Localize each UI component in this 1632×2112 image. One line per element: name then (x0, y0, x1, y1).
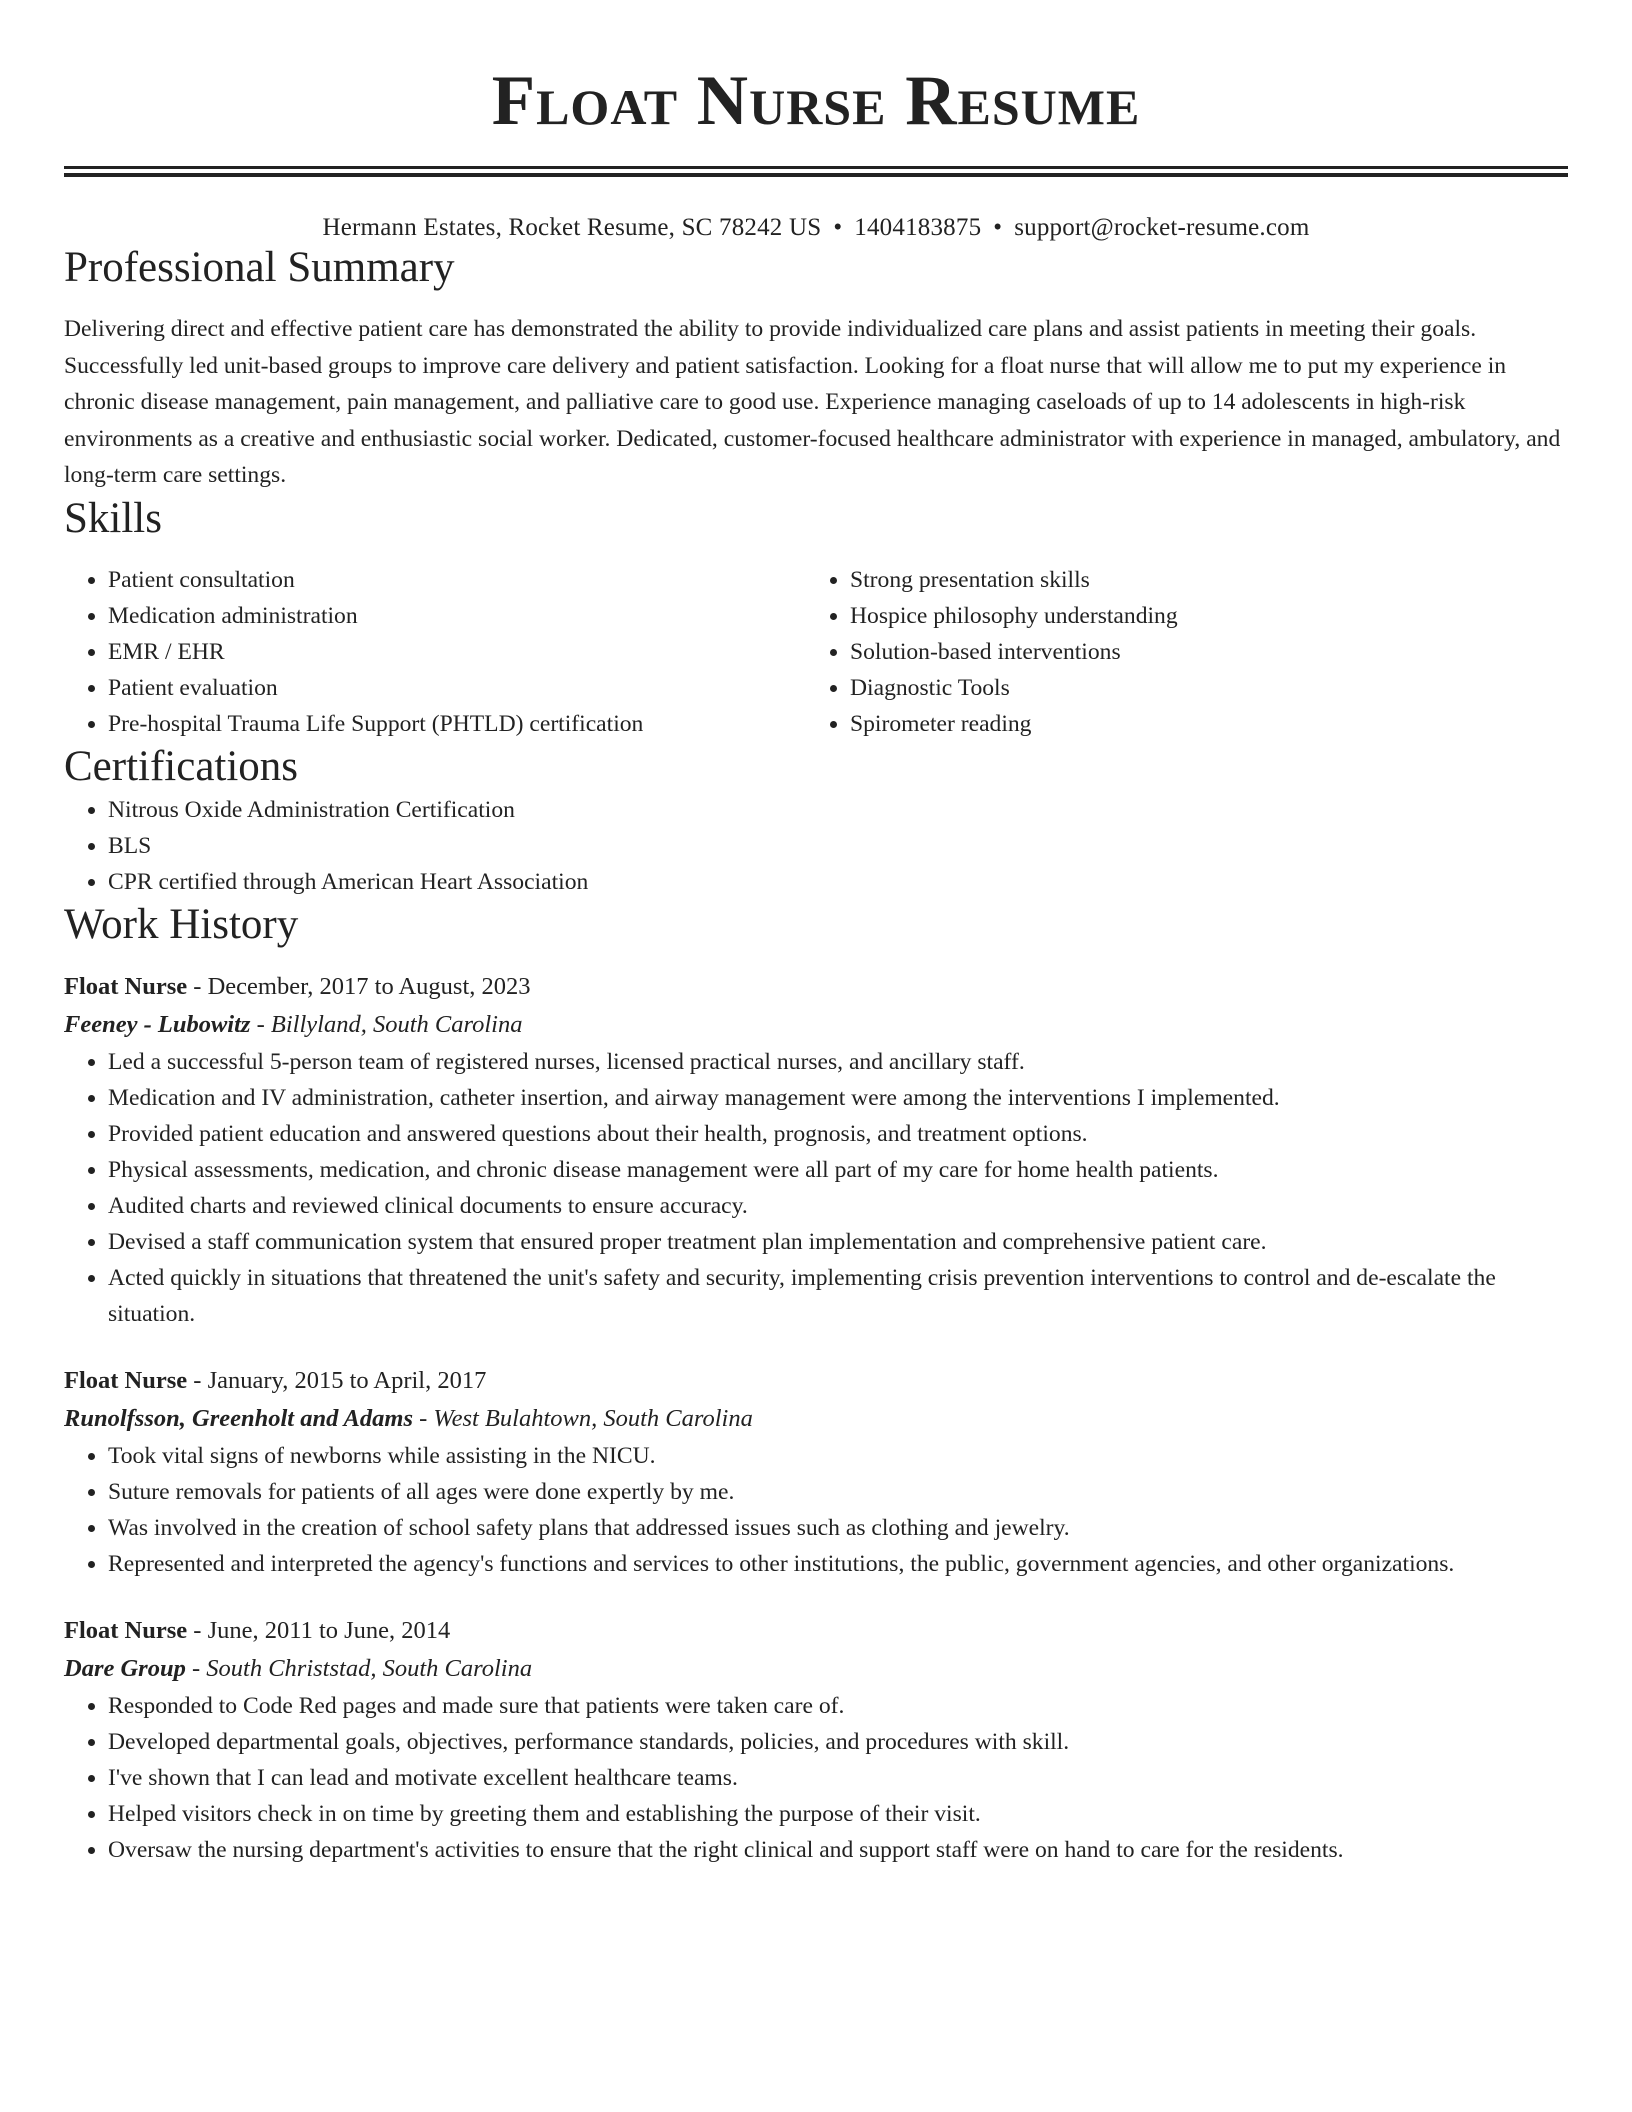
job-title-line (64, 1612, 1568, 1650)
certifications-heading: Certifications (64, 742, 299, 790)
job-location: Billyland, South Carolina (270, 1010, 523, 1038)
skill-item: • Strong presentation skills (850, 562, 1548, 598)
skill-item: • Spirometer reading (850, 706, 1548, 742)
title-double-rule (64, 166, 1568, 177)
skills-column-right (806, 562, 1548, 742)
contact-separator: • (993, 214, 1003, 241)
job-dash: - (413, 1404, 434, 1432)
summary-text: Delivering direct and effective patient care has demonstrated the ability to provide individualized care plans and assist patients in meeting their goals. Successfully led unit-based groups to improve care delivery and patient satisfaction. Looking for a float nurse that will allow me to put my experience in chronic disease management, pain management, and palliative care to good use. Experience managing caseloads of up to 14 adolescents in high-risk environments as a creative and enthusiastic social worker. Dedicated, customer-focused healthcare administrator with experience in managed, ambulatory, and long-term care settings. (64, 316, 1561, 488)
job-role: Float Nurse (64, 1616, 188, 1644)
job-duties-list (64, 1688, 1568, 1868)
job-dash: - (187, 1366, 208, 1394)
skills-column-left (64, 562, 806, 742)
job-duty: • Helped visitors check in on time by greeting them and establishing the purpose of their visit. (108, 1796, 1568, 1832)
contact-line (64, 213, 1568, 243)
job-duty: • Took vital signs of newborns while assisting in the NICU. (108, 1438, 1568, 1474)
skill-item: • Hospice philosophy understanding (850, 598, 1548, 634)
skills-list-left (64, 562, 806, 742)
job-company-line (64, 1650, 1568, 1688)
skill-item: • Solution-based interventions (850, 634, 1548, 670)
job-duty: • Acted quickly in situations that threatened the unit's safety and security, implementing crisis prevention interventions to control and de-escalate the situation. (108, 1260, 1568, 1332)
certifications-list (64, 792, 1568, 900)
job-title-line (64, 968, 1568, 1006)
certification-item: • BLS (108, 828, 1568, 864)
skill-item: • Diagnostic Tools (850, 670, 1548, 706)
skill-item: • EMR / EHR (108, 634, 806, 670)
skills-heading: Skills (64, 494, 162, 542)
job-duty: • Suture removals for patients of all ages were done expertly by me. (108, 1474, 1568, 1510)
job-duty: • Medication and IV administration, catheter insertion, and airway management were among the interventions I implemented. (108, 1080, 1568, 1116)
job-duty: • Responded to Code Red pages and made sure that patients were taken care of. (108, 1688, 1568, 1724)
work-history-heading: Work History (64, 900, 299, 948)
job-duty: • Audited charts and reviewed clinical documents to ensure accuracy. (108, 1188, 1568, 1224)
job-duty: • Developed departmental goals, objectives, performance standards, policies, and procedures with skill. (108, 1724, 1568, 1760)
job-duties-list (64, 1044, 1568, 1332)
job-company-line (64, 1006, 1568, 1044)
job-entry (64, 1362, 1568, 1582)
job-company: Feeney - Lubowitz (64, 1010, 251, 1038)
contact-email: support@rocket-resume.com (1014, 214, 1310, 241)
job-duty: • Represented and interpreted the agency's functions and services to other institutions, the public, government agencies, and other organizations. (108, 1546, 1568, 1582)
job-location: West Bulahtown, South Carolina (433, 1404, 753, 1432)
job-company: Dare Group (64, 1654, 186, 1682)
contact-address: Hermann Estates, Rocket Resume, SC 78242 US (322, 214, 822, 241)
contact-separator: • (833, 214, 843, 241)
job-role: Float Nurse (64, 972, 188, 1000)
skills-list-right (806, 562, 1548, 742)
job-company-line (64, 1400, 1568, 1438)
job-title-line (64, 1362, 1568, 1400)
summary-heading: Professional Summary (64, 244, 455, 291)
job-duty: • Oversaw the nursing department's activities to ensure that the right clinical and support staff were on hand to care for the residents. (108, 1832, 1568, 1868)
contact-phone: 1404183875 (854, 214, 982, 241)
certification-item: • Nitrous Oxide Administration Certification (108, 792, 1568, 828)
skill-item: • Patient consultation (108, 562, 806, 598)
job-duty: • Led a successful 5-person team of registered nurses, licensed practical nurses, and ancillary staff. (108, 1044, 1568, 1080)
job-dash: - (187, 972, 208, 1000)
resume-title: Float Nurse Resume (491, 62, 1141, 140)
job-duty: • Was involved in the creation of school safety plans that addressed issues such as clothing and jewelry. (108, 1510, 1568, 1546)
job-duty: • Devised a staff communication system that ensured proper treatment plan implementation and comprehensive patient care. (108, 1224, 1568, 1260)
job-dates: January, 2015 to April, 2017 (207, 1366, 487, 1394)
job-duty: • Provided patient education and answered questions about their health, prognosis, and treatment options. (108, 1116, 1568, 1152)
job-dates: December, 2017 to August, 2023 (207, 972, 531, 1000)
job-duties-list (64, 1438, 1568, 1582)
job-role: Float Nurse (64, 1366, 188, 1394)
skill-item: • Pre-hospital Trauma Life Support (PHTLD) certification (108, 706, 806, 742)
job-dates: June, 2011 to June, 2014 (207, 1616, 451, 1644)
job-company: Runolfsson, Greenholt and Adams (64, 1404, 413, 1432)
skill-item: • Patient evaluation (108, 670, 806, 706)
job-duty: • I've shown that I can lead and motivate excellent healthcare teams. (108, 1760, 1568, 1796)
job-location: South Christstad, South Carolina (206, 1654, 533, 1682)
job-entry (64, 968, 1568, 1332)
skills-grid (64, 562, 1568, 742)
job-entry (64, 1612, 1568, 1868)
job-dash: - (185, 1654, 207, 1682)
skill-item: • Medication administration (108, 598, 806, 634)
job-dash: - (187, 1616, 208, 1644)
job-dash: - (250, 1010, 271, 1038)
job-duty: • Physical assessments, medication, and chronic disease management were all part of my care for home health patients. (108, 1152, 1568, 1188)
certification-item: • CPR certified through American Heart Association (108, 864, 1568, 900)
